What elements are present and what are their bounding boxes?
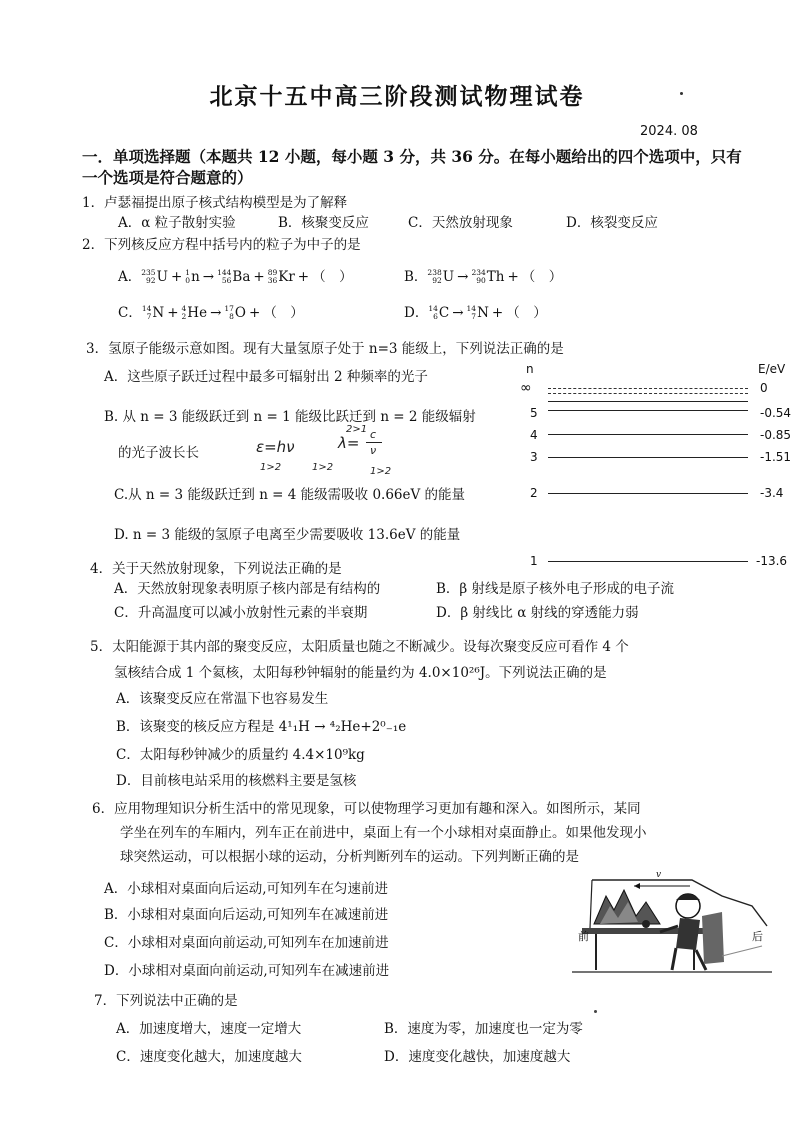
back-label: 后	[752, 930, 763, 943]
level-n-3: 3	[530, 450, 538, 464]
diagram-e-label: E/eV	[758, 362, 786, 376]
level-line-inf	[548, 388, 748, 389]
q2-a-label: A．	[118, 269, 142, 285]
q6-option-a: A．小球相对桌面向后运动,可知列车在匀速前进	[104, 881, 389, 897]
level-line-3	[548, 457, 748, 458]
q7-option-d: D．速度变化越快，加速度越大	[384, 1049, 571, 1065]
level-e-3: -1.51	[760, 450, 792, 464]
handwriting-energy-formula: ε=hν	[256, 438, 295, 456]
q2-stem: 2．下列核反应方程中括号内的粒子为中子的是	[82, 237, 361, 253]
q2-option-a: A． 235 92 U + 1 0 n → 144 56 Ba + 89 36 Kr + （ ）	[118, 268, 353, 285]
q1-option-a: A．α 粒子散射实验	[118, 215, 236, 231]
q5-option-b: B．该聚变的核反应方程是 4¹₁H → ⁴₂He+2⁰₋₁e	[116, 719, 407, 735]
q2-option-c: C． 14 7 N + 4 2 He → 17 8 O + （ ）	[118, 304, 304, 321]
level-e-2: -3.4	[760, 486, 784, 500]
page-title: 北京十五中高三阶段测试物理试卷	[209, 83, 585, 110]
section-heading: 一．单项选择题（本题共 12 小题，每小题 3 分，共 36 分。在每小题给出的四个选项中，只有一个选项是符合题意的）	[82, 147, 742, 187]
nuclide-u235: 235 92	[141, 268, 156, 285]
q3-option-d: D. n = 3 能级的氢原子电离至少需要吸收 13.6eV 的能量	[114, 527, 461, 543]
speck-2	[594, 1010, 597, 1013]
q2-d-label: D．	[404, 305, 429, 321]
q4-option-c: C．升高温度可以减小放射性元素的半衰期	[114, 605, 368, 621]
level-line-5	[548, 410, 748, 411]
q3-option-c: C.从 n = 3 能级跃迁到 n = 4 能级需吸收 0.66eV 的能量	[114, 487, 466, 503]
level-line-2	[548, 493, 748, 494]
handwriting-note-1: 1>2	[260, 462, 282, 473]
level-e-1: -13.6	[756, 554, 788, 568]
q5-option-c: C．太阳每秒钟减少的质量约 4.4×10⁹kg	[116, 747, 365, 763]
q6-stem-line3: 球突然运动，可以根据小球的运动，分析判断列车的运动。下列判断正确的是	[120, 849, 579, 865]
q1-option-c: C．天然放射现象	[408, 215, 513, 231]
q6-option-c: C．小球相对桌面向前运动,可知列车在加速前进	[104, 935, 389, 951]
diagram-n-label: n	[526, 362, 534, 376]
level-line-6	[548, 401, 748, 402]
nuclide-ba: 144 56	[217, 268, 232, 285]
level-n-4: 4	[530, 428, 538, 442]
q4-option-b: B．β 射线是原子核外电子形成的电子流	[436, 581, 675, 597]
q4-option-d: D．β 射线比 α 射线的穿透能力弱	[436, 605, 639, 621]
nuclide-kr: 89 36	[267, 268, 278, 285]
level-e-inf: 0	[760, 381, 768, 395]
q3-option-b-line1: B. 从 n = 3 能级跃迁到 n = 1 能级比跃迁到 n = 2 能级辐射	[104, 409, 476, 425]
handwriting-lambda: λ=	[338, 434, 360, 452]
nuclide-n: 1 0	[185, 268, 191, 285]
level-line-1	[548, 561, 748, 562]
q5-option-d: D．目前核电站采用的核燃料主要是氢核	[116, 773, 357, 789]
exam-date: 2024. 08	[640, 124, 698, 139]
q6-option-b: B．小球相对桌面向后运动,可知列车在减速前进	[104, 907, 389, 923]
q2-option-d: D． 14 6 C → 14 7 N + （ ）	[404, 304, 547, 321]
q7-stem: 7．下列说法中正确的是	[94, 993, 238, 1009]
q5-stem-line1: 5．太阳能源于其内部的聚变反应，太阳质量也随之不断减少。设每次聚变反应可看作 4 个	[90, 639, 629, 655]
front-label: 前	[578, 930, 589, 943]
handwriting-note-2: 1>2	[312, 462, 334, 473]
q3-option-b-line2: 的光子波长长	[118, 445, 199, 461]
q6-stem-line1: 6．应用物理知识分析生活中的常见现象，可以使物理学习更加有趣和深入。如图所示，某同	[92, 801, 641, 817]
level-n-5: 5	[530, 406, 538, 420]
level-n-2: 2	[530, 486, 538, 500]
level-line-inf-2	[548, 393, 748, 394]
q1-option-d: D．核裂变反应	[566, 215, 658, 231]
handwriting-fraction-bar	[366, 442, 382, 443]
q6-stem-line2: 学坐在列车的车厢内，列车正在前进中，桌面上有一个小球相对桌面静止。如果他发现小	[120, 825, 647, 841]
handwriting-frac-bottom: ν	[370, 444, 377, 457]
q2-c-label: C．	[118, 305, 142, 321]
q7-option-a: A．加速度增大，速度一定增大	[116, 1021, 302, 1037]
q2-option-b: B． 238 92 U → 234 90 Th + （ ）	[404, 268, 563, 285]
q7-option-b: B．速度为零，加速度也一定为零	[384, 1021, 583, 1037]
handwriting-note-3: 2>1	[346, 424, 368, 435]
q5-stem-line2: 氢核结合成 1 个氦核，太阳每秒钟辐射的能量约为 4.0×10²⁶J。下列说法正确的是	[114, 665, 607, 681]
q3-option-a: A．这些原子跃迁过程中最多可辐射出 2 种频率的光子	[104, 369, 428, 385]
q6-option-d: D．小球相对桌面向前运动,可知列车在减速前进	[104, 963, 390, 979]
level-e-5: -0.54	[760, 406, 792, 420]
level-e-4: -0.85	[760, 428, 792, 442]
level-n-1: 1	[530, 554, 538, 568]
train-illustration	[572, 866, 772, 984]
q4-stem: 4．关于天然放射现象，下列说法正确的是	[90, 561, 342, 577]
q1-option-b: B．核聚变反应	[278, 215, 369, 231]
level-n-inf: ∞	[520, 380, 532, 396]
handwriting-frac-top: c	[370, 428, 377, 441]
handwriting-note-4: 1>2	[370, 466, 392, 477]
q5-option-a: A．该聚变反应在常温下也容易发生	[116, 691, 329, 707]
q1-stem: 1．卢瑟福提出原子核式结构模型是为了解释	[82, 195, 348, 211]
velocity-label: v	[656, 870, 662, 880]
q7-option-c: C．速度变化越大，加速度越大	[116, 1049, 302, 1065]
speck	[680, 92, 683, 95]
q4-option-a: A．天然放射现象表明原子核内部是有结构的	[114, 581, 381, 597]
level-line-4	[548, 434, 748, 435]
q3-stem: 3．氢原子能级示意如图。现有大量氢原子处于 n=3 能级上，下列说法正确的是	[86, 341, 564, 357]
q2-b-label: B．	[404, 269, 428, 285]
train-compartment-drawing	[572, 866, 772, 984]
